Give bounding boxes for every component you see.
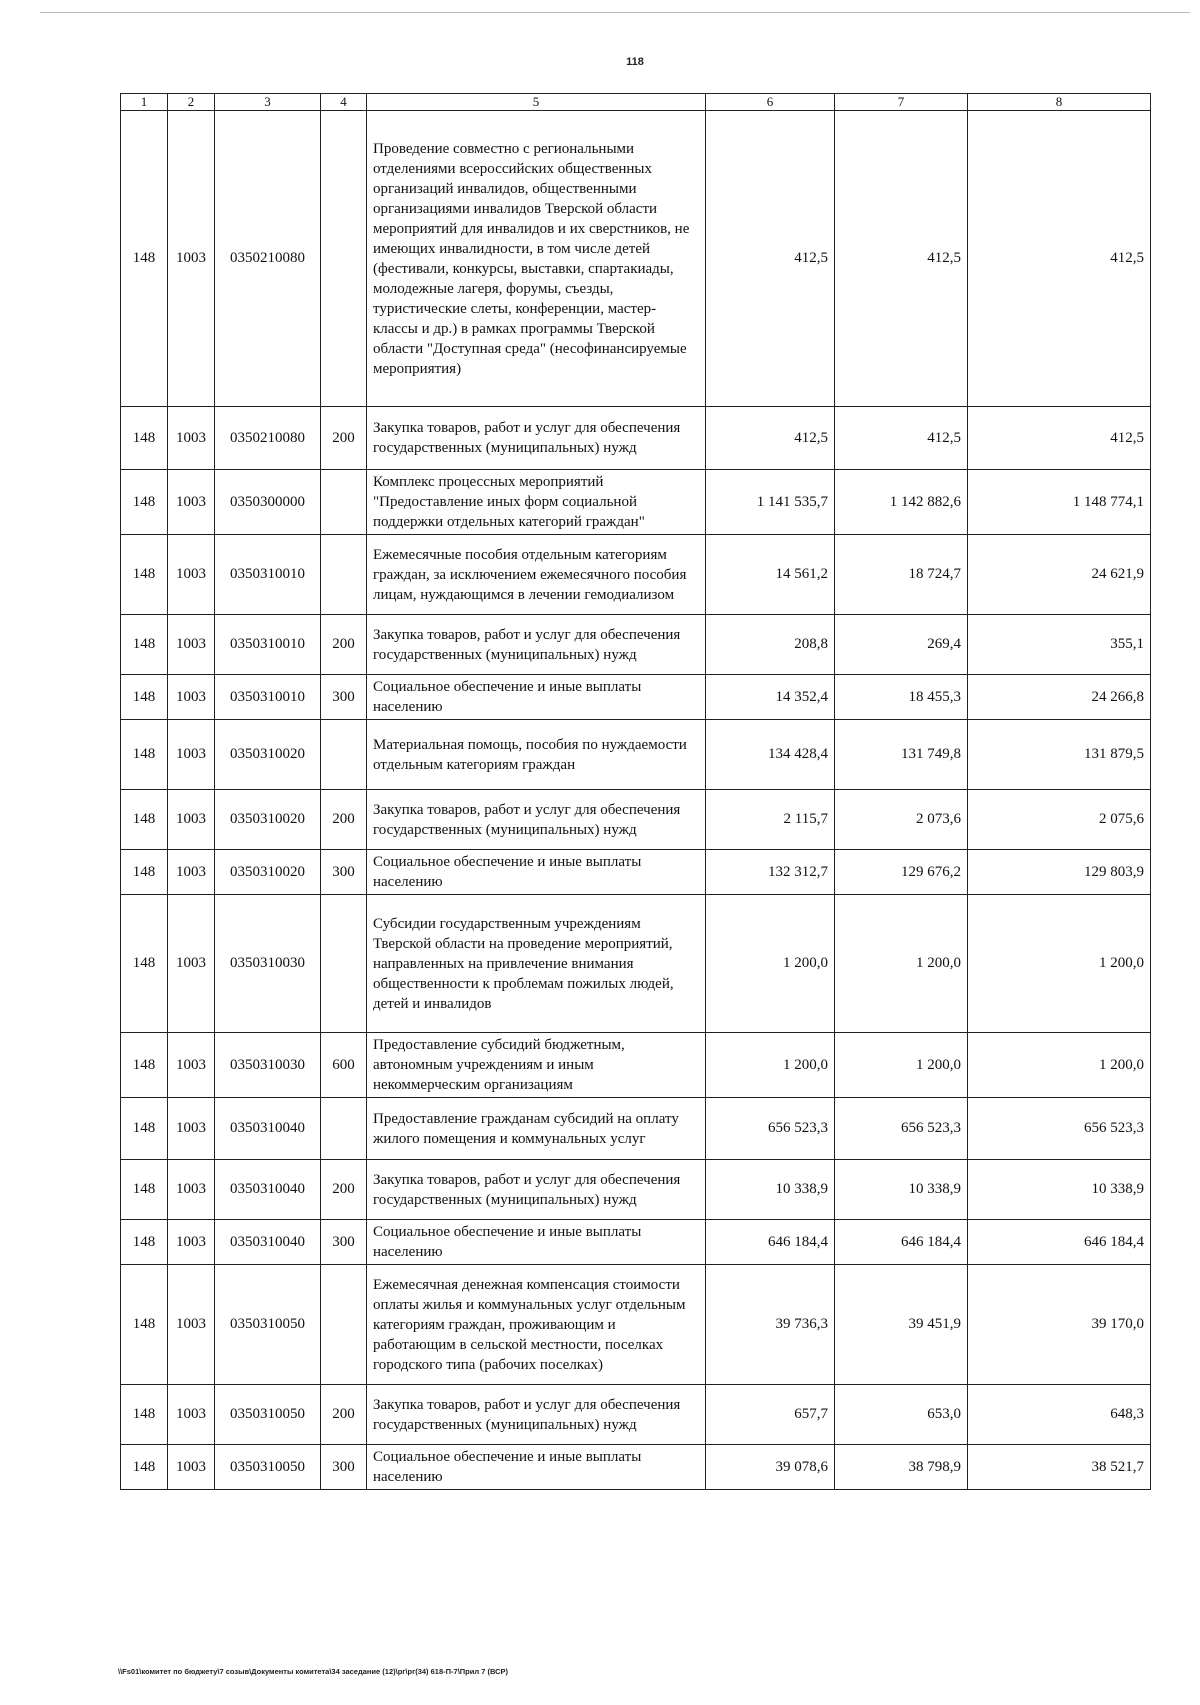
cell-target-article: 0350310050 [215, 1265, 321, 1385]
cell-amount-year-1: 646 184,4 [706, 1220, 835, 1265]
table-row [121, 1385, 1151, 1445]
cell-expense-type: 300 [321, 1445, 367, 1490]
table-body [121, 111, 1151, 1490]
column-header: 1 [121, 94, 168, 111]
cell-description: Социальное обеспечение и иные выплаты населению [367, 675, 706, 720]
cell-section-code: 1003 [168, 790, 215, 850]
cell-section-code: 1003 [168, 535, 215, 615]
cell-target-article: 0350310010 [215, 675, 321, 720]
cell-expense-type: 200 [321, 1385, 367, 1445]
table-row [121, 111, 1151, 407]
cell-target-article: 0350310030 [215, 1033, 321, 1098]
cell-chapter-code: 148 [121, 535, 168, 615]
cell-section-code: 1003 [168, 1098, 215, 1160]
column-header: 2 [168, 94, 215, 111]
cell-amount-year-3: 648,3 [968, 1385, 1151, 1445]
cell-amount-year-3: 129 803,9 [968, 850, 1151, 895]
cell-chapter-code: 148 [121, 720, 168, 790]
cell-section-code: 1003 [168, 720, 215, 790]
cell-expense-type: 200 [321, 615, 367, 675]
cell-amount-year-2: 2 073,6 [835, 790, 968, 850]
cell-chapter-code: 148 [121, 470, 168, 535]
cell-amount-year-1: 412,5 [706, 111, 835, 407]
table-row [121, 1098, 1151, 1160]
table-row [121, 850, 1151, 895]
cell-amount-year-3: 2 075,6 [968, 790, 1151, 850]
cell-description: Социальное обеспечение и иные выплаты населению [367, 850, 706, 895]
table-row [121, 1445, 1151, 1490]
cell-expense-type [321, 895, 367, 1033]
cell-amount-year-3: 412,5 [968, 407, 1151, 470]
cell-target-article: 0350310020 [215, 850, 321, 895]
column-header: 3 [215, 94, 321, 111]
cell-section-code: 1003 [168, 895, 215, 1033]
cell-description: Закупка товаров, работ и услуг для обеспечения государственных (муниципальных) нужд [367, 1160, 706, 1220]
cell-amount-year-2: 1 142 882,6 [835, 470, 968, 535]
cell-amount-year-3: 1 148 774,1 [968, 470, 1151, 535]
cell-description: Закупка товаров, работ и услуг для обеспечения государственных (муниципальных) нужд [367, 615, 706, 675]
cell-chapter-code: 148 [121, 407, 168, 470]
cell-section-code: 1003 [168, 1033, 215, 1098]
cell-chapter-code: 148 [121, 1445, 168, 1490]
cell-section-code: 1003 [168, 1445, 215, 1490]
cell-target-article: 0350210080 [215, 407, 321, 470]
cell-description: Субсидии государственным учреждениям Тверской области на проведение мероприятий, направленных на привлечение внимания общественности к проблемам пожилых людей, детей и инвалидов [367, 895, 706, 1033]
cell-description: Социальное обеспечение и иные выплаты населению [367, 1445, 706, 1490]
cell-section-code: 1003 [168, 470, 215, 535]
cell-target-article: 0350300000 [215, 470, 321, 535]
cell-chapter-code: 148 [121, 1385, 168, 1445]
cell-amount-year-3: 646 184,4 [968, 1220, 1151, 1265]
cell-amount-year-2: 269,4 [835, 615, 968, 675]
cell-amount-year-1: 1 200,0 [706, 1033, 835, 1098]
cell-section-code: 1003 [168, 407, 215, 470]
cell-amount-year-2: 656 523,3 [835, 1098, 968, 1160]
cell-description: Предоставление субсидий бюджетным, автономным учреждениям и иным некоммерческим организациям [367, 1033, 706, 1098]
cell-chapter-code: 148 [121, 895, 168, 1033]
cell-amount-year-3: 38 521,7 [968, 1445, 1151, 1490]
cell-target-article: 0350310020 [215, 790, 321, 850]
table-header-row [121, 94, 1151, 111]
table-row [121, 615, 1151, 675]
cell-amount-year-1: 39 736,3 [706, 1265, 835, 1385]
table-row [121, 470, 1151, 535]
cell-section-code: 1003 [168, 615, 215, 675]
cell-amount-year-2: 39 451,9 [835, 1265, 968, 1385]
cell-section-code: 1003 [168, 675, 215, 720]
cell-amount-year-2: 129 676,2 [835, 850, 968, 895]
cell-section-code: 1003 [168, 1265, 215, 1385]
cell-amount-year-3: 24 621,9 [968, 535, 1151, 615]
cell-description: Закупка товаров, работ и услуг для обеспечения государственных (муниципальных) нужд [367, 407, 706, 470]
cell-amount-year-1: 134 428,4 [706, 720, 835, 790]
cell-expense-type [321, 720, 367, 790]
cell-amount-year-3: 1 200,0 [968, 1033, 1151, 1098]
file-path-footer: \\Fs01\комитет по бюджету\7 созыв\Документы комитета\34 заседание (12)\рг\рг(34) 618-П-7\Прил 7 (ВСР) [118, 1667, 509, 1676]
cell-target-article: 0350310040 [215, 1098, 321, 1160]
cell-chapter-code: 148 [121, 1160, 168, 1220]
cell-amount-year-1: 656 523,3 [706, 1098, 835, 1160]
cell-chapter-code: 148 [121, 1098, 168, 1160]
cell-target-article: 0350210080 [215, 111, 321, 407]
cell-target-article: 0350310010 [215, 535, 321, 615]
table-row [121, 895, 1151, 1033]
cell-section-code: 1003 [168, 850, 215, 895]
cell-description: Проведение совместно с региональными отделениями всероссийских общественных организаций инвалидов, общественными организациями инвалидов Тверской области мероприятий для инвалидов и их сверстников, не имеющих инвалидности, в том числе детей (фестивали, конкурсы, выставки, спартакиады, молодежные лагеря, форумы, съезды, туристические слеты, конференции, мастер-классы и др.) в рамках программы Тверской области "Доступная среда" (несофинансируемые мероприятия) [367, 111, 706, 407]
cell-amount-year-2: 646 184,4 [835, 1220, 968, 1265]
cell-expense-type: 300 [321, 1220, 367, 1265]
column-header: 5 [367, 94, 706, 111]
cell-expense-type [321, 1265, 367, 1385]
cell-amount-year-2: 412,5 [835, 111, 968, 407]
cell-chapter-code: 148 [121, 675, 168, 720]
cell-amount-year-2: 1 200,0 [835, 1033, 968, 1098]
cell-amount-year-2: 131 749,8 [835, 720, 968, 790]
cell-chapter-code: 148 [121, 850, 168, 895]
cell-description: Закупка товаров, работ и услуг для обеспечения государственных (муниципальных) нужд [367, 790, 706, 850]
cell-amount-year-1: 1 141 535,7 [706, 470, 835, 535]
cell-expense-type: 200 [321, 1160, 367, 1220]
cell-amount-year-1: 132 312,7 [706, 850, 835, 895]
column-header: 8 [968, 94, 1151, 111]
cell-amount-year-1: 2 115,7 [706, 790, 835, 850]
cell-target-article: 0350310020 [215, 720, 321, 790]
table-row [121, 1220, 1151, 1265]
cell-target-article: 0350310040 [215, 1220, 321, 1265]
cell-description: Ежемесячная денежная компенсация стоимости оплаты жилья и коммунальных услуг отдельным категориям граждан, проживающим и работающим в сельской местности, поселках городского типа (рабочих поселках) [367, 1265, 706, 1385]
cell-amount-year-3: 1 200,0 [968, 895, 1151, 1033]
cell-amount-year-2: 10 338,9 [835, 1160, 968, 1220]
cell-chapter-code: 148 [121, 615, 168, 675]
cell-amount-year-1: 208,8 [706, 615, 835, 675]
cell-expense-type: 600 [321, 1033, 367, 1098]
cell-target-article: 0350310040 [215, 1160, 321, 1220]
cell-chapter-code: 148 [121, 1220, 168, 1265]
cell-amount-year-2: 412,5 [835, 407, 968, 470]
cell-amount-year-1: 412,5 [706, 407, 835, 470]
page-number: 118 [626, 56, 644, 68]
scan-edge-line [40, 12, 1190, 13]
column-header: 6 [706, 94, 835, 111]
cell-target-article: 0350310030 [215, 895, 321, 1033]
cell-target-article: 0350310010 [215, 615, 321, 675]
cell-expense-type [321, 111, 367, 407]
column-header: 7 [835, 94, 968, 111]
cell-expense-type: 200 [321, 407, 367, 470]
cell-target-article: 0350310050 [215, 1385, 321, 1445]
cell-amount-year-2: 38 798,9 [835, 1445, 968, 1490]
cell-expense-type: 300 [321, 850, 367, 895]
cell-expense-type: 300 [321, 675, 367, 720]
cell-amount-year-1: 39 078,6 [706, 1445, 835, 1490]
cell-target-article: 0350310050 [215, 1445, 321, 1490]
cell-amount-year-2: 1 200,0 [835, 895, 968, 1033]
table-row [121, 407, 1151, 470]
cell-expense-type [321, 470, 367, 535]
cell-amount-year-3: 39 170,0 [968, 1265, 1151, 1385]
cell-chapter-code: 148 [121, 1033, 168, 1098]
cell-description: Социальное обеспечение и иные выплаты населению [367, 1220, 706, 1265]
cell-amount-year-1: 14 561,2 [706, 535, 835, 615]
cell-amount-year-3: 131 879,5 [968, 720, 1151, 790]
cell-amount-year-1: 1 200,0 [706, 895, 835, 1033]
cell-amount-year-1: 657,7 [706, 1385, 835, 1445]
cell-chapter-code: 148 [121, 111, 168, 407]
cell-amount-year-2: 18 724,7 [835, 535, 968, 615]
cell-amount-year-2: 653,0 [835, 1385, 968, 1445]
cell-amount-year-3: 656 523,3 [968, 1098, 1151, 1160]
table-row [121, 1160, 1151, 1220]
cell-section-code: 1003 [168, 1385, 215, 1445]
cell-section-code: 1003 [168, 1160, 215, 1220]
cell-section-code: 1003 [168, 1220, 215, 1265]
cell-amount-year-3: 24 266,8 [968, 675, 1151, 720]
cell-expense-type [321, 1098, 367, 1160]
cell-amount-year-3: 10 338,9 [968, 1160, 1151, 1220]
table-row [121, 535, 1151, 615]
cell-amount-year-1: 10 338,9 [706, 1160, 835, 1220]
column-header: 4 [321, 94, 367, 111]
cell-description: Ежемесячные пособия отдельным категориям граждан, за исключением ежемесячного пособия лицам, нуждающимся в лечении гемодиализом [367, 535, 706, 615]
table-row [121, 790, 1151, 850]
cell-description: Закупка товаров, работ и услуг для обеспечения государственных (муниципальных) нужд [367, 1385, 706, 1445]
table-row [121, 720, 1151, 790]
cell-amount-year-3: 355,1 [968, 615, 1151, 675]
cell-section-code: 1003 [168, 111, 215, 407]
table-row [121, 1033, 1151, 1098]
table-row [121, 675, 1151, 720]
cell-chapter-code: 148 [121, 1265, 168, 1385]
cell-amount-year-2: 18 455,3 [835, 675, 968, 720]
cell-description: Предоставление гражданам субсидий на оплату жилого помещения и коммунальных услуг [367, 1098, 706, 1160]
cell-expense-type [321, 535, 367, 615]
cell-description: Комплекс процессных мероприятий "Предоставление иных форм социальной поддержки отдельных категорий граждан" [367, 470, 706, 535]
cell-description: Материальная помощь, пособия по нуждаемости отдельным категориям граждан [367, 720, 706, 790]
cell-chapter-code: 148 [121, 790, 168, 850]
cell-expense-type: 200 [321, 790, 367, 850]
cell-amount-year-1: 14 352,4 [706, 675, 835, 720]
budget-table [120, 93, 1151, 1490]
cell-amount-year-3: 412,5 [968, 111, 1151, 407]
table-row [121, 1265, 1151, 1385]
